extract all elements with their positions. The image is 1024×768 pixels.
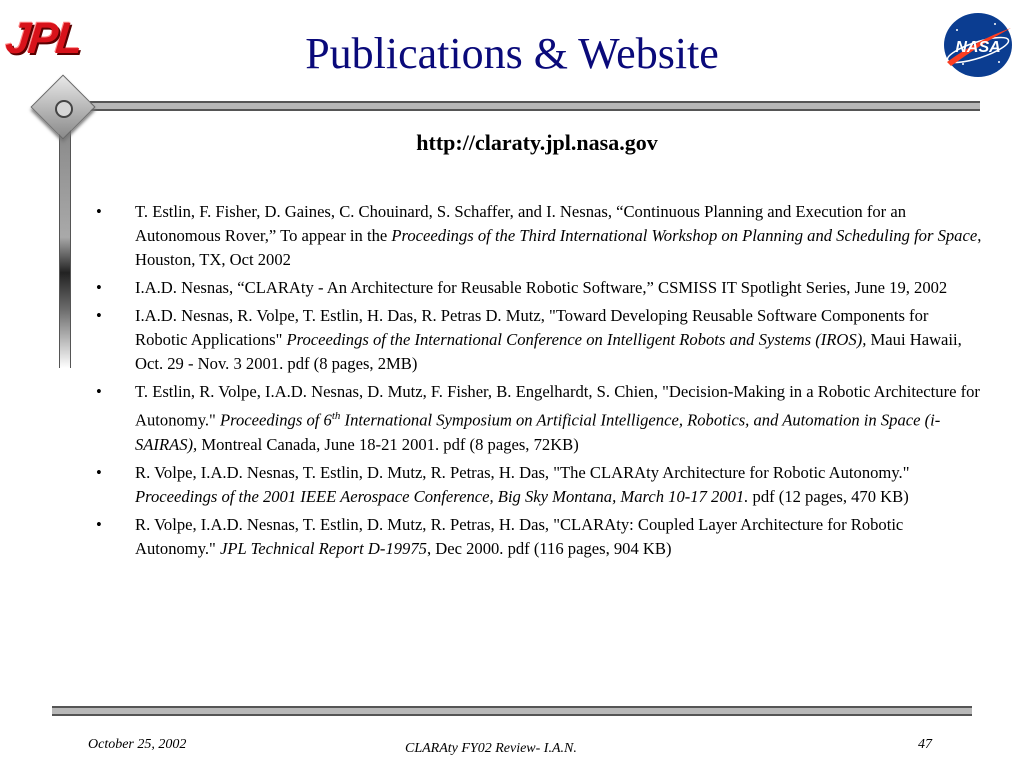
publication-venue: Proceedings of the 2001 IEEE Aerospace Conference, Big Sky Montana, March 10-17 2001. — [135, 486, 749, 506]
footer-presentation-title: CLARAty FY02 Review- I.A.N. — [405, 741, 577, 756]
publication-text: I.A.D. Nesnas, “CLARAty - An Architecture for Reusable Robotic Software,” CSMISS IT Spotlight Series, June 19, 2002 — [135, 278, 948, 297]
bullet: • — [96, 202, 102, 221]
publication-text: I.A.D. Nesnas, R. Volpe, T. Estlin, H. Das, R. Petras D. Mutz, "Toward Developing Reusable Software Components for Robotic Applications" — [135, 306, 929, 349]
publication-text: Montreal Canada, June 18-21 2001. pdf (8 pages, 72KB) — [197, 434, 579, 454]
nasa-logo-text: NASA — [955, 39, 1001, 56]
bullet: • — [96, 514, 102, 534]
publication-text: pdf (12 pages, 470 KB) — [748, 486, 909, 506]
publication-text: T. Estlin, R. Volpe, I.A.D. Nesnas, D. Mutz, F. Fisher, B. Engelhardt, S. Chien, "Decision-Making in a Robotic Architecture for Autonomy." — [135, 382, 980, 430]
publication-text: R. Volpe, I.A.D. Nesnas, T. Estlin, D. Mutz, R. Petras, H. Das, "The CLARAty Architecture for Robotic Autonomy." — [135, 462, 910, 482]
publication-text: , Dec 2000. pdf (116 pages, 904 KB) — [426, 538, 672, 558]
publication-item — [92, 461, 982, 509]
publication-item — [92, 513, 982, 561]
publication-venue: Proceedings of 6 — [219, 410, 332, 430]
publication-venue: International Symposium on Artificial Intelligence, Robotics, and Automation in Space (i-SAIRAS), — [135, 410, 941, 454]
bottom-divider — [52, 706, 972, 716]
bullet: • — [96, 462, 102, 482]
left-vertical-bar — [59, 130, 71, 368]
top-divider — [90, 101, 980, 111]
bullet: • — [96, 382, 102, 401]
publication-text: Maui Hawaii, Oct. 29 - Nov. 3 2001. pdf (8 pages, 2MB) — [135, 330, 962, 373]
jpl-logo: JPL — [3, 14, 84, 63]
publication-item — [92, 304, 982, 376]
publication-item — [92, 380, 982, 457]
publication-text: , Houston, TX, Oct 2002 — [135, 226, 982, 269]
slide-title: Publications & Website — [305, 29, 719, 78]
publication-text: T. Estlin, F. Fisher, D. Gaines, C. Chouinard, S. Schaffer, and I. Nesnas, “Continuous Planning and Execution for an Autonomous Rover,” To appear in the — [135, 202, 906, 245]
footer-page-number: 47 — [918, 737, 932, 752]
publication-text: R. Volpe, I.A.D. Nesnas, T. Estlin, D. Mutz, R. Petras, H. Das, "CLARAty: Coupled Layer Architecture for Robotic Autonomy." — [135, 514, 904, 558]
publication-item — [92, 276, 982, 300]
publication-venue: Proceedings of the International Conference on Intelligent Robots and Systems (IROS), — [286, 330, 867, 349]
bullet: • — [96, 278, 102, 297]
publication-item — [92, 200, 982, 272]
publication-venue: Proceedings of the Third International Workshop on Planning and Scheduling for Space — [391, 226, 978, 245]
website-url[interactable]: http://claraty.jpl.nasa.gov — [416, 130, 658, 155]
publication-venue: th — [331, 410, 341, 422]
bullet: • — [96, 306, 102, 325]
publication-list — [92, 200, 982, 565]
diamond-dot — [55, 100, 73, 118]
footer-date: October 25, 2002 — [88, 737, 187, 752]
publication-venue: JPL Technical Report D-19975 — [219, 538, 427, 558]
